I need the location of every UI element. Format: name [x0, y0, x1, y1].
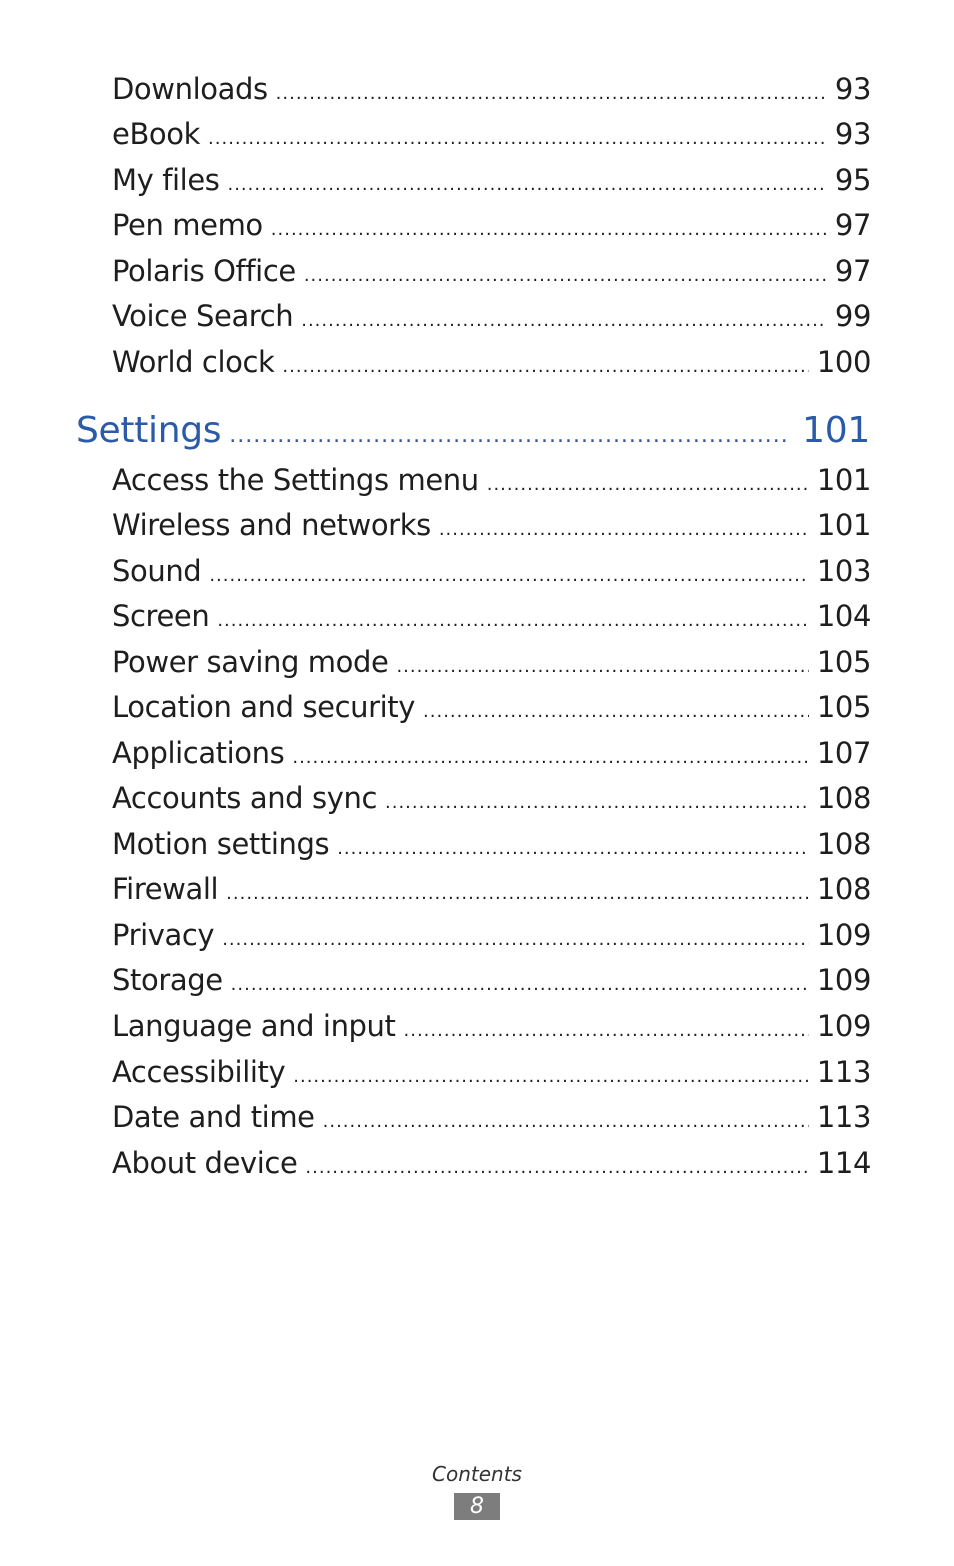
toc-entry-page: 93 [834, 72, 871, 106]
dot-leader [385, 784, 809, 822]
toc-entry-page: 114 [816, 1146, 871, 1180]
toc-entry-label: World clock [112, 345, 275, 379]
toc-entry-label: About device [112, 1146, 298, 1180]
dot-leader [209, 557, 809, 595]
dot-leader [222, 921, 809, 959]
dot-leader [229, 413, 790, 459]
toc-entry[interactable] [112, 688, 871, 731]
dot-leader [396, 648, 808, 686]
dot-leader [208, 120, 827, 158]
toc-entry-page: 101 [816, 463, 871, 497]
toc-entry[interactable] [112, 916, 871, 959]
dot-leader [301, 302, 827, 340]
dot-leader [227, 166, 826, 204]
footer-section-label: Contents [432, 1462, 522, 1486]
toc-section-heading[interactable] [76, 408, 870, 459]
toc-entry-page: 113 [816, 1055, 871, 1089]
toc-entry[interactable] [112, 297, 871, 340]
toc-entry-page: 108 [816, 781, 871, 815]
toc-entry-label: My files [112, 163, 220, 197]
toc-entry-page: 95 [834, 163, 871, 197]
toc-entry[interactable] [112, 597, 871, 640]
toc-entry-label: Storage [112, 963, 223, 997]
toc-entry-page: 103 [816, 554, 871, 588]
toc-entry[interactable] [112, 779, 871, 822]
toc-entry[interactable] [112, 206, 871, 249]
toc-entry-label: Motion settings [112, 827, 330, 861]
dot-leader [304, 257, 827, 295]
toc-entry[interactable] [112, 461, 871, 504]
dot-leader [276, 75, 827, 113]
toc-entry-page: 97 [834, 208, 871, 242]
page-number-badge: 8 [454, 1493, 500, 1520]
toc-entry-page: 93 [834, 117, 871, 151]
toc-entry-label: Privacy [112, 918, 215, 952]
toc-entry[interactable] [112, 161, 871, 204]
toc-entry-label: eBook [112, 117, 201, 151]
toc-entry-page: 109 [816, 1009, 871, 1043]
toc-entry[interactable] [112, 734, 871, 777]
dot-leader [337, 830, 809, 868]
toc-entry[interactable] [112, 643, 871, 686]
toc-entry-page: 101 [816, 508, 871, 542]
toc-entry-page: 105 [816, 645, 871, 679]
toc-entry-label: Applications [112, 736, 285, 770]
toc-entry[interactable] [112, 70, 871, 113]
toc-entry-label: Wireless and networks [112, 508, 431, 542]
dot-leader [423, 693, 809, 731]
toc-entry-label: Language and input [112, 1009, 396, 1043]
dot-leader [439, 511, 809, 549]
section-heading-label: Settings [76, 410, 222, 451]
dot-leader [226, 875, 809, 913]
toc-entry[interactable] [112, 1007, 871, 1050]
toc-entry-label: Sound [112, 554, 202, 588]
toc-entry-page: 105 [816, 690, 871, 724]
toc-entry-page: 100 [816, 345, 871, 379]
toc-entry-label: Firewall [112, 872, 219, 906]
toc-entry-label: Downloads [112, 72, 268, 106]
toc-entry[interactable] [112, 825, 871, 868]
toc-entry[interactable] [112, 343, 871, 386]
toc-entry[interactable] [112, 1098, 871, 1141]
toc-entry[interactable] [112, 552, 871, 595]
toc-entry[interactable] [112, 252, 871, 295]
toc-entry-label: Power saving mode [112, 645, 389, 679]
dot-leader [487, 466, 809, 504]
toc-entry-label: Polaris Office [112, 254, 296, 288]
toc-entry-page: 107 [816, 736, 871, 770]
toc-entry[interactable] [112, 506, 871, 549]
toc-entry-label: Screen [112, 599, 210, 633]
toc-entry[interactable] [112, 961, 871, 1004]
toc-entry-page: 113 [816, 1100, 871, 1134]
section-heading-page: 101 [802, 410, 870, 451]
dot-leader [271, 211, 827, 249]
toc-entry-page: 108 [816, 872, 871, 906]
toc-entry-label: Date and time [112, 1100, 315, 1134]
toc-entry-page: 99 [834, 299, 871, 333]
dot-leader [292, 739, 809, 777]
dot-leader [293, 1058, 809, 1096]
toc-entry-label: Location and security [112, 690, 416, 724]
toc-entry-label: Pen memo [112, 208, 263, 242]
toc-entry-page: 109 [816, 918, 871, 952]
toc-entry-label: Access the Settings menu [112, 463, 479, 497]
toc-entry-page: 97 [834, 254, 871, 288]
dot-leader [404, 1012, 809, 1050]
toc-entry-page: 104 [816, 599, 871, 633]
toc-entry[interactable] [112, 1053, 871, 1096]
dot-leader [323, 1103, 809, 1141]
toc-entry-label: Accessibility [112, 1055, 286, 1089]
toc-entry-label: Voice Search [112, 299, 294, 333]
dot-leader [305, 1149, 808, 1187]
toc-entry[interactable] [112, 870, 871, 913]
toc-entry[interactable] [112, 115, 871, 158]
toc-entry[interactable] [112, 1144, 871, 1187]
dot-leader [217, 602, 809, 640]
dot-leader [282, 348, 808, 386]
toc-entry-page: 108 [816, 827, 871, 861]
toc-entry-label: Accounts and sync [112, 781, 377, 815]
dot-leader [231, 966, 809, 1004]
toc-entry-page: 109 [816, 963, 871, 997]
